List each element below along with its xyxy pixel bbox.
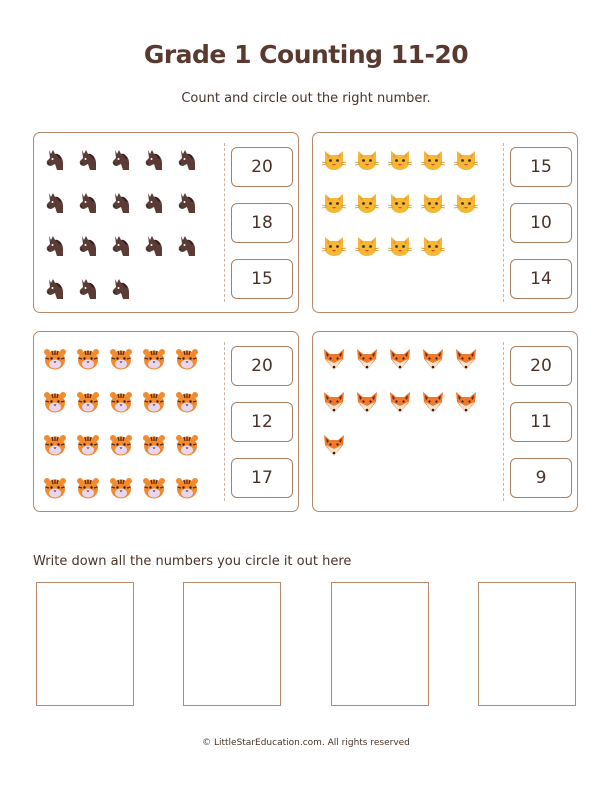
cat-icon — [387, 233, 420, 259]
number-choice[interactable]: 18 — [231, 203, 293, 243]
fox-icon — [354, 346, 387, 372]
tiger-icon — [174, 346, 207, 372]
animal-grid — [42, 346, 212, 501]
fox-icon — [453, 346, 486, 372]
tiger-icon — [108, 389, 141, 415]
fox-icon — [453, 389, 486, 415]
horse-icon — [108, 190, 141, 216]
fox-icon — [321, 389, 354, 415]
tiger-icon — [75, 389, 108, 415]
answer-box-3[interactable] — [331, 582, 429, 706]
number-choice[interactable]: 20 — [231, 147, 293, 187]
horse-icon — [75, 147, 108, 173]
tiger-icon — [141, 346, 174, 372]
answer-box-2[interactable] — [183, 582, 281, 706]
animal-grid — [42, 147, 212, 302]
number-choice[interactable]: 20 — [510, 346, 572, 386]
fox-icon — [387, 389, 420, 415]
counting-panel-horses — [33, 132, 299, 313]
horse-icon — [174, 190, 207, 216]
cat-icon — [321, 147, 354, 173]
cat-icon — [387, 147, 420, 173]
number-choice[interactable]: 10 — [510, 203, 572, 243]
copyright-footer: © LittleStarEducation.com. All rights reserved — [202, 738, 410, 748]
horse-icon — [75, 276, 108, 302]
horse-icon — [108, 276, 141, 302]
horse-icon — [75, 233, 108, 259]
tiger-icon — [75, 432, 108, 458]
cat-icon — [420, 147, 453, 173]
horse-icon — [108, 147, 141, 173]
number-choice[interactable]: 15 — [231, 259, 293, 299]
number-choices — [510, 147, 574, 315]
horse-icon — [42, 190, 75, 216]
tiger-icon — [75, 346, 108, 372]
horse-icon — [174, 233, 207, 259]
cat-icon — [321, 233, 354, 259]
cat-icon — [354, 147, 387, 173]
number-choices — [510, 346, 574, 514]
tiger-icon — [108, 475, 141, 501]
tiger-icon — [141, 432, 174, 458]
number-choice[interactable]: 17 — [231, 458, 293, 498]
instructions: Count and circle out the right number. — [181, 91, 431, 106]
horse-icon — [42, 147, 75, 173]
tiger-icon — [75, 475, 108, 501]
cat-icon — [321, 190, 354, 216]
horse-icon — [174, 147, 207, 173]
fox-icon — [420, 389, 453, 415]
number-choice[interactable]: 9 — [510, 458, 572, 498]
fox-icon — [321, 346, 354, 372]
horse-icon — [141, 147, 174, 173]
number-choice[interactable]: 12 — [231, 402, 293, 442]
cat-icon — [420, 190, 453, 216]
number-choice[interactable]: 11 — [510, 402, 572, 442]
answer-box-1[interactable] — [36, 582, 134, 706]
cat-icon — [387, 190, 420, 216]
animal-grid — [321, 147, 491, 259]
number-choice[interactable]: 20 — [231, 346, 293, 386]
counting-panel-tigers — [33, 331, 299, 512]
answer-box-4[interactable] — [478, 582, 576, 706]
horse-icon — [141, 190, 174, 216]
counting-panel-cats — [312, 132, 578, 313]
tiger-icon — [141, 475, 174, 501]
panel-divider — [503, 143, 504, 302]
horse-icon — [75, 190, 108, 216]
panel-divider — [503, 342, 504, 501]
tiger-icon — [108, 346, 141, 372]
fox-icon — [420, 346, 453, 372]
cat-icon — [453, 190, 486, 216]
cat-icon — [354, 190, 387, 216]
horse-icon — [42, 276, 75, 302]
tiger-icon — [42, 432, 75, 458]
tiger-icon — [174, 389, 207, 415]
tiger-icon — [174, 432, 207, 458]
write-instructions: Write down all the numbers you circle it out here — [33, 554, 352, 569]
number-choice[interactable]: 14 — [510, 259, 572, 299]
fox-icon — [387, 346, 420, 372]
animal-grid — [321, 346, 491, 458]
tiger-icon — [108, 432, 141, 458]
cat-icon — [354, 233, 387, 259]
tiger-icon — [42, 475, 75, 501]
cat-icon — [420, 233, 453, 259]
horse-icon — [108, 233, 141, 259]
page-title: Grade 1 Counting 11-20 — [143, 40, 469, 69]
fox-icon — [321, 432, 354, 458]
panel-divider — [224, 342, 225, 501]
tiger-icon — [42, 389, 75, 415]
tiger-icon — [174, 475, 207, 501]
counting-panel-foxes — [312, 331, 578, 512]
number-choices — [231, 147, 295, 315]
number-choice[interactable]: 15 — [510, 147, 572, 187]
cat-icon — [453, 147, 486, 173]
tiger-icon — [141, 389, 174, 415]
panel-divider — [224, 143, 225, 302]
tiger-icon — [42, 346, 75, 372]
horse-icon — [141, 233, 174, 259]
horse-icon — [42, 233, 75, 259]
fox-icon — [354, 389, 387, 415]
number-choices — [231, 346, 295, 514]
